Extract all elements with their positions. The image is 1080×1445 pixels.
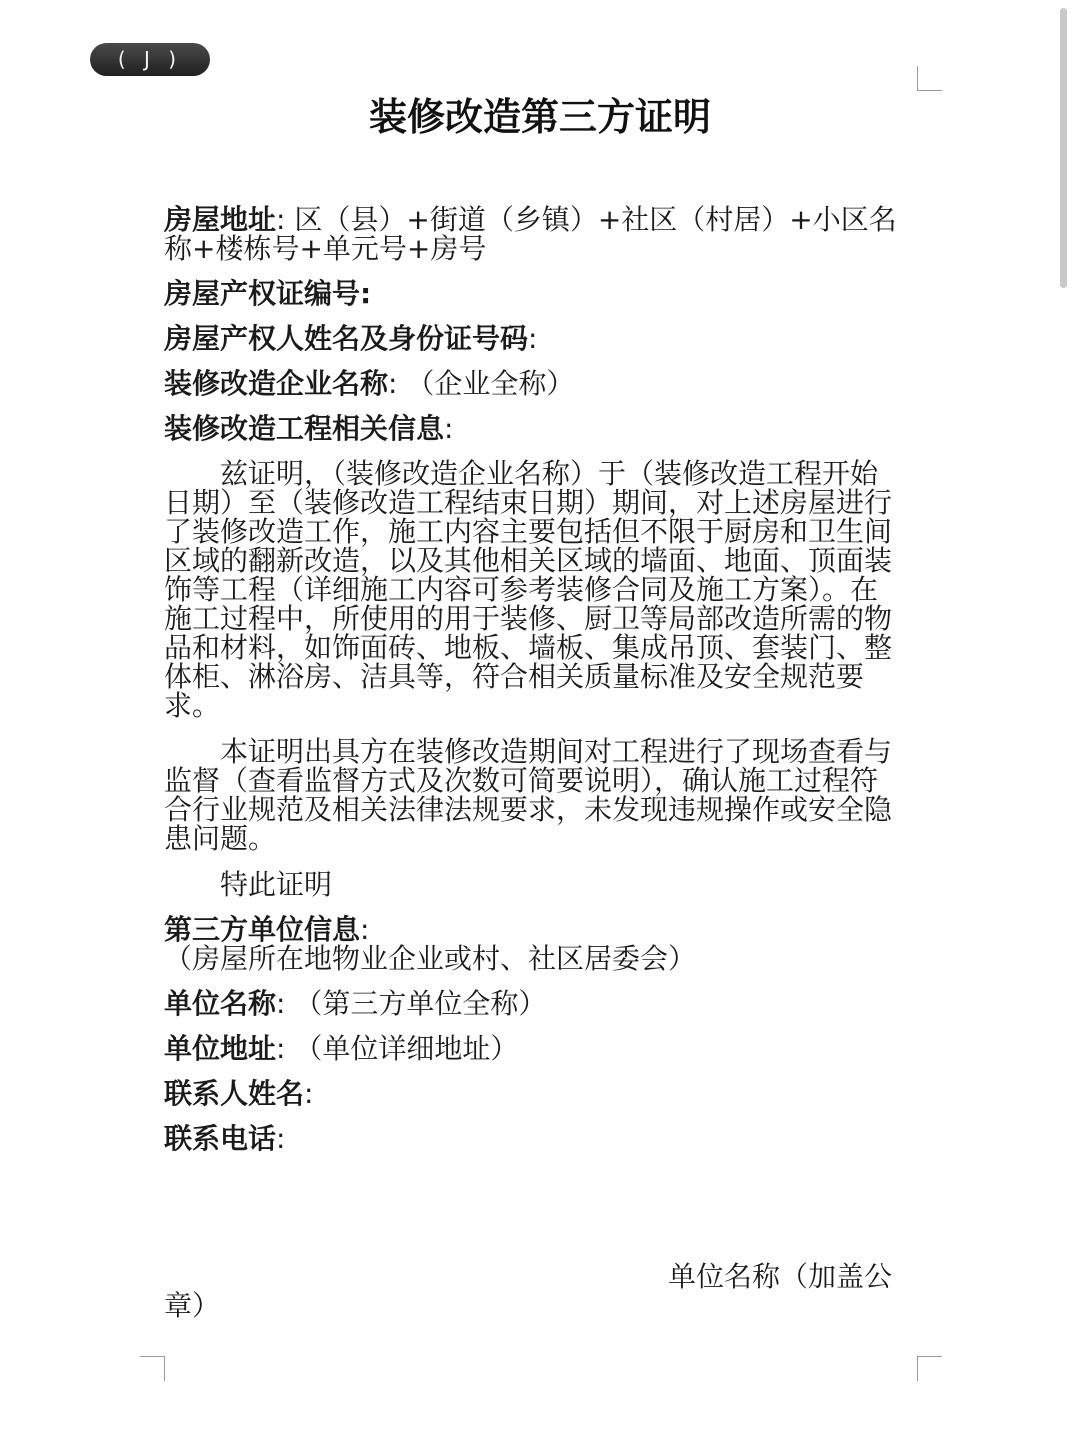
field-unit-address: 单位地址: （单位详细地址） — [164, 1032, 519, 1065]
field-contact-name: 联系人姓名: — [164, 1077, 314, 1110]
header-badge: ( J ) — [90, 43, 210, 76]
page-corner-mark-bottom-right — [917, 1356, 942, 1381]
closing-statement: 特此证明 — [220, 868, 333, 901]
field-company-name: 装修改造企业名称: （企业全称） — [164, 367, 575, 400]
field-third-party-info: 第三方单位信息: （房屋所在地物业企业或村、社区居委会） — [164, 913, 697, 975]
field-contact-phone: 联系电话: — [164, 1122, 286, 1155]
seal-line-2: 章） — [164, 1289, 221, 1322]
document-title: 装修改造第三方证明 — [368, 95, 711, 139]
scrollbar-thumb[interactable] — [1060, 8, 1067, 288]
field-property-cert-no: 房屋产权证编号: — [164, 277, 372, 310]
page-corner-mark-top-right — [917, 66, 942, 91]
field-unit-name: 单位名称: （第三方单位全称） — [164, 987, 547, 1020]
body-paragraph-2: 本证明出具方在装修改造期间对工程进行了现场查看与监督（查看监督方式及次数可简要说明），确认施工过程符合行业规范及相关法律法规要求，未发现违规操作或安全隐患问题。 — [164, 735, 893, 855]
seal-line-1: 单位名称（加盖公 — [667, 1260, 892, 1293]
page-corner-mark-bottom-left — [140, 1356, 165, 1381]
field-owner-name-id: 房屋产权人姓名及身份证号码: — [164, 322, 538, 355]
document-body — [164, 205, 898, 1169]
field-project-info: 装修改造工程相关信息: — [164, 412, 454, 445]
body-paragraph-1: 兹证明，（装修改造企业名称）于（装修改造工程开始日期）至（装修改造工程结束日期）期间，对上述房屋进行了装修改造工作，施工内容主要包括但不限于厨房和卫生间区域的翻新改造，以及其他相关区域的墙面、地面、顶面装饰等工程（详细施工内容可参考装修合同及施工方案）。在施工过程中，所使用的用于装修、厨卫等局部改造所需的物品和材料，如饰面砖、地板、墙板、集成吊顶、套装门、整体柜、淋浴房、洁具等，符合相关质量标准及安全规范要求。 — [164, 457, 893, 722]
field-house-address: 房屋地址: 区（县）+街道（乡镇）+社区（村居）+小区名称+楼栋号+单元号+房号 — [164, 203, 897, 265]
